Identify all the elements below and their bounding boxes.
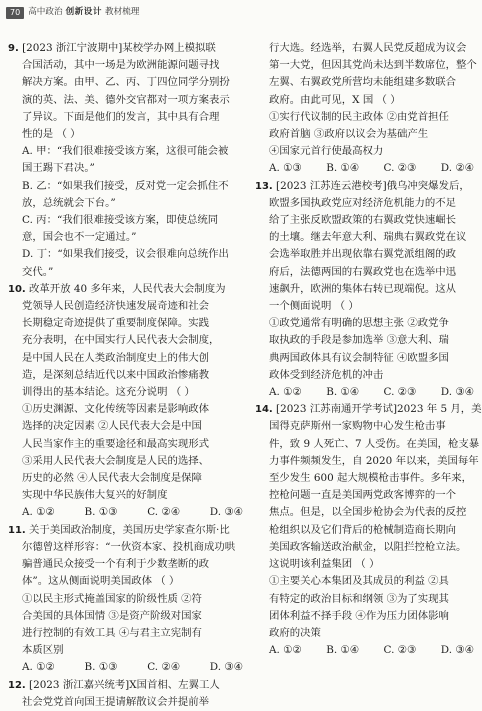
question-line: 是中国人民在人类政治制度史上的伟大创 — [22, 351, 210, 364]
subject-label: 高中政治 — [28, 7, 63, 18]
option-line: ①以民主形式掩盖国家的阶级性质 ②符 — [22, 592, 202, 605]
option-line: ①主要关心本集团及其成员的利益 ②具 — [269, 575, 449, 588]
option-line: 交代。” — [22, 265, 54, 278]
question-line: 训得出的基本结论。这充分说明 （ ） — [22, 386, 195, 399]
answer-choice: D. ③④ — [440, 644, 474, 657]
question-line: 会选举取胜并出现依靠右翼党派组阁的政 — [269, 248, 457, 261]
answer-choice: D. ③④ — [209, 506, 243, 519]
question-number: 12. — [8, 679, 26, 691]
answer-choices — [8, 504, 247, 521]
answer-choice: D. ③④ — [440, 386, 474, 399]
option-line: ④国家元首行使最高权力 — [269, 145, 384, 158]
question-line: 枪组织以及它们背后的枪械制造商长期向 — [269, 523, 457, 536]
option-line: 政府的决策 — [269, 626, 321, 639]
question-line: 解决方案。由甲、乙、丙、丁四位同学分别扮 — [22, 76, 230, 89]
answer-choices — [8, 659, 247, 676]
option-line: D. 丁：“如果我们接受，议会很难向总统作出 — [22, 248, 229, 261]
option-line: ①实行代议制的民主政体 ②由党首担任 — [269, 110, 449, 123]
question-line: 性的是 （ ） — [22, 128, 81, 141]
answer-choice: A. ①② — [22, 661, 55, 674]
question-block — [255, 178, 478, 402]
page-header — [6, 6, 139, 20]
answer-choice: A. ①② — [269, 644, 302, 657]
option-line: B. 乙：“如果我们接受，反对党一定会抓住不 — [22, 179, 229, 192]
question-line: 11. 关于美国政治制度，美国历史学家查尔斯·比 — [8, 523, 230, 536]
option-line: 国王踢下君决。” — [22, 162, 95, 175]
answer-choices — [255, 160, 478, 177]
question-line: 10. 改革开放 40 多年来，人民代表大会制度为 — [8, 282, 226, 295]
option-line: 政体受到经济危机的冲击 — [269, 368, 384, 381]
question-line: 第一大党，但因其党尚未达到半数席位，整个 — [269, 59, 477, 72]
answer-choice: C. ②④ — [147, 661, 181, 674]
brand-logo: 创新设计 — [65, 7, 102, 18]
question-line: 了异议。下面是他们的发言，其中具有合理 — [22, 110, 220, 123]
answer-choice: C. ②③ — [383, 644, 417, 657]
answer-choice: D. ③④ — [209, 661, 243, 674]
question-line: 一个侧面说明 （ ） — [269, 300, 359, 313]
option-line: ①政党通常有明确的思想主张 ②政党争 — [269, 317, 449, 330]
question-number: 10. — [8, 283, 26, 295]
question-line: 骗普通民众接受一个有利于少数垄断的政 — [22, 558, 210, 571]
question-block — [255, 40, 478, 178]
question-line: 13. [2023 江苏连云港校考]俄乌冲突爆发后， — [255, 179, 470, 192]
question-line: 件，致 9 人死亡、7 人受伤。在美国，枪支暴 — [269, 437, 480, 450]
option-line: 取执政的手段是参加选举 ③意大利、瑞 — [269, 334, 449, 347]
question-line: 府后，法德两国的右翼政党也在选举中迅 — [269, 265, 457, 278]
question-line: 长期稳定奇迹提供了重要制度保障。实践 — [22, 317, 210, 330]
option-line: ①历史渊源、文化传统等因素是影响政体 — [22, 403, 210, 416]
answer-choice: B. ①④ — [326, 386, 360, 399]
answer-choice: A. ①② — [22, 506, 55, 519]
answer-choice: D. ②④ — [440, 162, 474, 175]
question-line: 行大选。经选举，右翼人民党反超成为议会 — [269, 42, 467, 54]
answer-choice: A. ①② — [269, 386, 302, 399]
question-line: 体”。这从侧面说明美国政体 （ ） — [22, 575, 180, 588]
question-line: 欧盟多国执政党应对经济危机能力的不足 — [269, 196, 457, 209]
question-block — [8, 522, 247, 677]
question-number: 11. — [8, 524, 26, 536]
right-column — [255, 40, 482, 664]
question-line: 合国活动，其中一场是为欧洲能源问题寻找 — [22, 59, 220, 72]
question-line: 美国政客输送政治献金，以阻拦控枪立法。 — [269, 540, 467, 553]
question-block — [8, 677, 247, 711]
question-line: 至少发生 600 起大规模枪击事件。多年来， — [269, 472, 473, 485]
option-line: 有特定的政治目标和纲领 ③为了实现其 — [269, 592, 449, 605]
answer-choice: C. ②④ — [147, 506, 181, 519]
question-line: 9. [2023 浙江宁波期中]某校学办网上模拟联 — [8, 42, 216, 54]
answer-choices — [255, 384, 478, 401]
answer-choices — [255, 642, 478, 659]
option-line: 政府首脑 ③政府以议会为基础产生 — [269, 128, 429, 141]
question-line: 充分表明，在中国实行人民代表大会制度， — [22, 334, 220, 347]
question-line: 政府。由此可见，X 国 （ ） — [269, 93, 401, 106]
option-line: 实现中华民族伟大复兴的好制度 — [22, 489, 168, 502]
option-line: 选择的决定因素 ②人民代表大会是中国 — [22, 420, 202, 433]
question-number: 13. — [255, 180, 273, 192]
option-line: 合美国的具体国情 ③是资产阶级对国家 — [22, 609, 202, 622]
option-line: 典两国政体具有议会制特征 ④欧盟多国 — [269, 351, 449, 364]
question-line: 国得克萨斯州一家购物中心发生枪击事 — [269, 420, 446, 433]
question-line: 12. [2023 浙江嘉兴统考]X国首相、左翼工人 — [8, 678, 220, 691]
option-line: 团体利益不择手段 ④作为压力团体影响 — [269, 609, 449, 622]
left-column — [8, 40, 247, 708]
option-line: 进行控制的有效工具 ④与君主立宪制有 — [22, 626, 202, 639]
answer-choice: C. ②③ — [383, 162, 417, 175]
answer-choice: C. ②③ — [383, 386, 417, 399]
question-line: 焦点。但是，以全国步枪协会为代表的反控 — [269, 506, 467, 519]
option-line: 放，总统就会下台。” — [22, 196, 116, 209]
question-line: 速飙升，欧洲的集体右转已现端倪。这从 — [269, 282, 457, 295]
question-line: 这说明该利益集团 （ ） — [269, 558, 380, 571]
answer-choice: B. ①③ — [84, 661, 118, 674]
question-line: 演的英、法、美、德外交官都对一项方案表示 — [22, 93, 230, 106]
question-line: 给了主张反欧盟政策的右翼政党快速崛长 — [269, 214, 457, 227]
question-line: 的土壤。继去年意大利、瑞典右翼政党在议 — [269, 231, 467, 244]
option-line: C. 丙：“我们很难接受该方案，即使总统同 — [22, 214, 219, 227]
question-block — [255, 401, 482, 659]
page-number: 70 — [6, 7, 24, 19]
question-number: 14. — [255, 404, 273, 416]
question-number: 9. — [8, 43, 19, 54]
question-line: 党领导人民创造经济快速发展奇迹和社会 — [22, 300, 210, 313]
question-line: 力事件频频发生，自 2020 年以来，美国每年 — [269, 454, 479, 467]
question-line: 14. [2023 江苏南通开学考试]2023 年 5 月，美 — [255, 403, 482, 416]
section-label: 教材梳理 — [104, 7, 140, 18]
question-line: 尔德曾这样形容：“一伙资本家、投机商成功哄 — [22, 540, 236, 553]
option-line: 本质区别 — [22, 644, 64, 657]
answer-choice: A. ①③ — [269, 162, 302, 175]
answer-choice: B. ①③ — [84, 506, 118, 519]
question-line: 控枪问题一直是美国两党政客博弈的一个 — [269, 489, 457, 502]
question-line: 社会党党首向国王提请解散议会并提前举 — [22, 695, 210, 708]
option-line: 历史的必然 ④人民代表大会制度是保障 — [22, 472, 202, 485]
option-line: A. 甲：“我们很难接受该方案，这很可能会被 — [22, 145, 229, 158]
question-line: 造，是深刻总结近代以来中国政治惨痛教 — [22, 368, 210, 381]
answer-choice: B. ①④ — [326, 162, 360, 175]
answer-choice: B. ①④ — [326, 644, 360, 657]
question-block — [8, 40, 247, 281]
option-line: 人民当家作主的重要途径和最高实现形式 — [22, 437, 210, 450]
option-line: 意，国会也不一定通过。” — [22, 231, 137, 244]
question-line: 左翼、右翼政党所营均未能组建多数联合 — [269, 76, 457, 89]
question-block — [8, 281, 247, 522]
option-line: ③采用人民代表大会制度是人民的选择、 — [22, 454, 210, 467]
